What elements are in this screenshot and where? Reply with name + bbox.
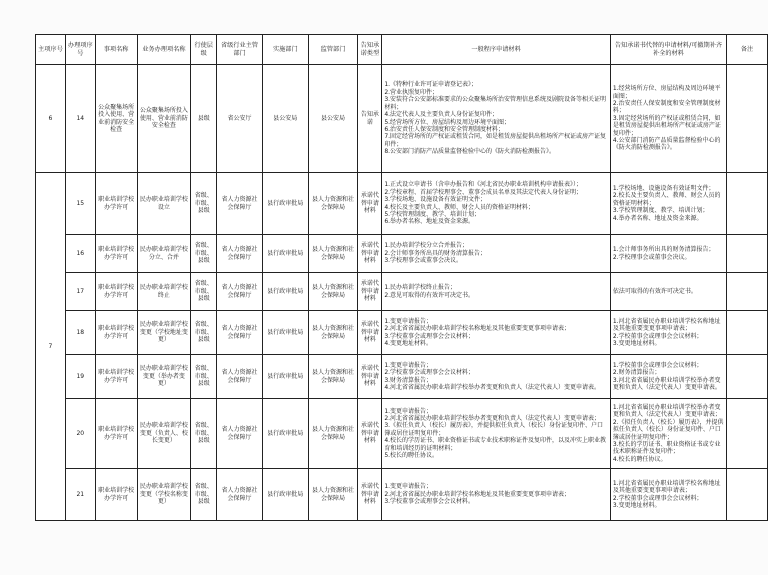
table-row <box>36 65 768 173</box>
material-line: 4.法定代表人及主要负责人身份证复印件； <box>384 111 499 119</box>
item-name-cell: 公众聚集场所投入使用、营业前消防安全检查 <box>95 65 137 173</box>
replaced-material-line: 2.校长及主要负责人、教师、财会人员的资格证明材料； <box>612 192 721 207</box>
business-name-cell: 民办职业培训学校变更（举办者变更） <box>137 355 191 399</box>
commitment-type-cell: 告知承诺 <box>358 65 382 173</box>
table-row <box>36 273 768 311</box>
replaced-material-line: 3.变更地址材料。 <box>612 501 661 509</box>
level-cell: 省级、市级、县级 <box>191 399 217 469</box>
remarks-cell <box>727 311 768 355</box>
material-line: 2.会计师事务所出具的财务清算报告； <box>384 249 487 257</box>
header-sub-id: 办理项序号 <box>65 35 95 65</box>
table-row <box>36 355 768 399</box>
item-name-cell: 职业培训学校办学许可 <box>95 355 137 399</box>
replaced-material-line: 3.学校管理制度、教学、培训计划； <box>612 207 709 215</box>
commitment-type-cell: 承诺代替申请材料 <box>358 399 382 469</box>
implementing-dept-cell: 县公安局 <box>262 65 308 173</box>
header-provincial-dept: 省级行业主管部门 <box>217 35 263 65</box>
business-name-cell: 民办职业培训学校变更（学校地址变更） <box>137 311 191 355</box>
table-row <box>36 311 768 355</box>
sub-id-cell: 20 <box>65 399 95 469</box>
replaced-material-line: 2.《拟任负责人（校长）履历表》，并提供拟任负责人（校长）身份证复印件、户口簿或居住证明复印件； <box>612 418 724 441</box>
material-line: 2.河北省省属民办职业培训学校名称地址及其他重要变更事项申请表； <box>384 325 571 333</box>
item-name-cell: 职业培训学校办学许可 <box>95 311 137 355</box>
replaced-materials-cell <box>610 273 726 311</box>
material-line: 1.《特种行业许可证申请登记表》； <box>384 81 478 89</box>
general-materials-cell <box>382 65 611 173</box>
implementing-dept-cell: 县行政审批局 <box>262 235 308 273</box>
header-commitment-type: 告知承诺类型 <box>358 35 382 65</box>
sub-id-cell: 18 <box>65 311 95 355</box>
main-id-cell: 7 <box>36 173 66 521</box>
material-line: 1.民办培训学校终止报告； <box>384 284 457 292</box>
header-implementing-dept: 实施部门 <box>262 35 308 65</box>
material-line: 3.财务清算报告； <box>384 376 433 384</box>
replaced-materials-cell <box>610 399 726 469</box>
remarks-cell <box>727 469 768 521</box>
sub-id-cell: 14 <box>65 65 95 173</box>
material-line: 3.学校场地、设施设备有效证明文件； <box>384 196 487 204</box>
implementing-dept-cell: 县行政审批局 <box>262 355 308 399</box>
general-materials-cell <box>382 469 611 521</box>
supervising-dept-cell: 县人力资源和社会保障局 <box>308 469 358 521</box>
replaced-material-line: 1.河北省省属民办职业培训学校举办者变更和负责人（法定代表人）变更申请表； <box>612 403 721 419</box>
level-cell: 省级、市级、县级 <box>191 235 217 273</box>
material-line: 1.民办培训学校分立合并报告； <box>384 242 469 250</box>
replaced-material-line: 1.学校场地、设施设备有效证明文件； <box>612 184 715 192</box>
replaced-materials-cell <box>610 311 726 355</box>
material-line: 5.学校管理制度、教学、培训计划； <box>384 210 481 218</box>
replaced-materials-cell <box>610 65 726 173</box>
material-line: 5.经营场所方位、房屋结构及周边环境平面图； <box>384 118 511 126</box>
material-line: 4.变更地址材料。 <box>384 339 433 347</box>
item-name-cell: 职业培训学校办学许可 <box>95 399 137 469</box>
replaced-material-line: 1.经营场所方位、房屋结构及周边环境平面图； <box>612 85 721 100</box>
sub-id-cell: 21 <box>65 469 95 521</box>
header-general-materials: 一般程序申请材料 <box>382 35 611 65</box>
material-line: 6.治安责任人保安制度和安全管理制度材料； <box>384 125 505 133</box>
replaced-material-line: 1.会计师事务所出具的财务清算报告； <box>612 246 715 254</box>
remarks-cell <box>727 273 768 311</box>
item-name-cell: 职业培训学校办学许可 <box>95 235 137 273</box>
provincial-dept-cell: 省人力资源社会保障厅 <box>217 355 263 399</box>
material-line: 1.正式设立申请书（含申办报告和《河北省民办职业培训机构申请报表》）； <box>384 181 583 189</box>
supervising-dept-cell: 县人力资源和社会保障局 <box>308 235 358 273</box>
level-cell: 省级、市级、县级 <box>191 469 217 521</box>
material-line: 4.校长及主要负责人、教师、财会人员的资格证明材料； <box>384 203 535 211</box>
provincial-dept-cell: 省人力资源社会保障厅 <box>217 311 263 355</box>
commitment-type-cell: 承诺代替申请材料 <box>358 355 382 399</box>
general-materials-cell <box>382 399 611 469</box>
replaced-material-line: 1.河北省省属民办职业培训学校名称地址及其他重要变更事项申请表； <box>612 479 721 495</box>
material-line: 4.河北省省属民办职业培训学校举办者变更和负责人（法定代表人）变更申请表。 <box>384 383 601 391</box>
level-cell: 省级、市级、县级 <box>191 273 217 311</box>
header-main-id: 主项序号 <box>36 35 66 65</box>
item-name-cell: 职业培训学校办学许可 <box>95 273 137 311</box>
material-line: 3.学校董事会或理事会会议材料； <box>384 332 475 340</box>
material-line: 2.河北省省属民办职业培训学校名称地址及其他重要变更事项申请表； <box>384 490 571 498</box>
commitment-type-cell: 承诺代替申请材料 <box>358 311 382 355</box>
material-line: 7.固定经营场所的产权证或租赁合同，如是租赁房屋提供出租场所产权证或房产证复印件； <box>384 133 607 148</box>
provincial-dept-cell: 省人力资源社会保障厅 <box>217 235 263 273</box>
implementing-dept-cell: 县行政审批局 <box>262 173 308 235</box>
remarks-cell <box>727 173 768 235</box>
header-level: 行使层级 <box>191 35 217 65</box>
commitment-items-table <box>35 34 768 521</box>
commitment-type-cell: 承诺代替申请材料 <box>358 173 382 235</box>
level-cell: 县级 <box>191 65 217 173</box>
replaced-materials-cell <box>610 173 726 235</box>
provincial-dept-cell: 省人力资源社会保障厅 <box>217 273 263 311</box>
implementing-dept-cell: 县行政审批局 <box>262 469 308 521</box>
remarks-cell <box>727 65 768 173</box>
replaced-material-line: 4.举办者名称、地址及资金来源。 <box>612 214 703 222</box>
table-header-row <box>36 35 768 65</box>
replaced-materials-cell <box>610 469 726 521</box>
provincial-dept-cell: 省人力资源社会保障厅 <box>217 399 263 469</box>
material-line: 3.安装符合公安部标准要求的公众聚集场所治安管理信息系统及剧院设备等相关证明材料； <box>384 96 607 111</box>
material-line: 2.学校董事会或理事会会议材料； <box>384 369 475 377</box>
business-name-cell: 公众聚集场所投入使用、营业前消防安全检查 <box>137 65 191 173</box>
header-business-name: 业务办理项名称 <box>137 35 191 65</box>
business-name-cell: 民办职业培训学校设立 <box>137 173 191 235</box>
replaced-material-line: 1.河北省省属民办职业培训学校名称地址及其他重要变更事项申请表； <box>612 317 721 333</box>
replaced-material-line: 2.学校董事会或理事会会议材料； <box>612 332 703 340</box>
remarks-cell <box>727 235 768 273</box>
commitment-type-cell: 承诺代替申请材料 <box>358 469 382 521</box>
replaced-material-line: 3.校长的学历证书、职业资格证书或专业技术职称证件及复印件； <box>612 440 721 456</box>
material-line: 3.学校董事会或理事会会议材料。 <box>384 498 475 506</box>
item-name-cell: 职业培训学校办学许可 <box>95 173 137 235</box>
general-materials-cell <box>382 311 611 355</box>
sub-id-cell: 16 <box>65 235 95 273</box>
level-cell: 省级、市级、县级 <box>191 173 217 235</box>
commitment-type-cell: 承诺代替申请材料 <box>358 273 382 311</box>
material-line: 2.意见可取得的有效许可决定书。 <box>384 291 475 299</box>
remarks-cell <box>727 399 768 469</box>
main-id-cell: 6 <box>36 65 66 173</box>
material-line: 8.公安部门消防产品质量监督检验中心的《防火消防检测报告》。 <box>384 148 556 156</box>
replaced-material-line: 4.公安部门消防产品质量监督检验中心的《防火消防检测报告》。 <box>612 137 721 152</box>
implementing-dept-cell: 县行政审批局 <box>262 273 308 311</box>
general-materials-cell <box>382 173 611 235</box>
table-row <box>36 173 768 235</box>
header-supervising-dept: 监管部门 <box>308 35 358 65</box>
business-name-cell: 民办职业培训学校变更（负责人、校长变更） <box>137 399 191 469</box>
table-row <box>36 399 768 469</box>
general-materials-cell <box>382 355 611 399</box>
replaced-material-line: 4.校长的聘任协议。 <box>612 455 667 463</box>
sub-id-cell: 15 <box>65 173 95 235</box>
material-line: 2.营业执照复印件； <box>384 88 439 96</box>
material-line: 4.校长的学历证书、职业资格证书或专业技术职称证件及复印件，以及冲实上职业教育和培训经历的证明材料； <box>384 437 607 452</box>
supervising-dept-cell: 县人力资源和社会保障局 <box>308 311 358 355</box>
material-line: 2.学校章程、首届学校理事会、董事会成员名单及其法定代表人身份证明； <box>384 188 583 196</box>
table-row <box>36 469 768 521</box>
replaced-material-line: 依法可取得的有效许可决定书。 <box>612 287 697 295</box>
provincial-dept-cell: 省公安厅 <box>217 65 263 173</box>
sub-id-cell: 17 <box>65 273 95 311</box>
replaced-material-line: 2.学校理事会或董事会决议。 <box>612 253 691 261</box>
business-name-cell: 民办职业培训学校变更（学校名称变更） <box>137 469 191 521</box>
material-line: 1.变更申请报告； <box>384 407 433 415</box>
level-cell: 省级、市级、县级 <box>191 311 217 355</box>
item-name-cell: 职业培训学校办学许可 <box>95 469 137 521</box>
implementing-dept-cell: 县行政审批局 <box>262 311 308 355</box>
header-remarks: 备注 <box>727 35 768 65</box>
material-line: 1.变更申请报告； <box>384 317 433 325</box>
supervising-dept-cell: 县人力资源和社会保障局 <box>308 173 358 235</box>
material-line: 1.变更申请报告； <box>384 483 433 491</box>
replaced-material-line: 3.河北省省属民办职业培训学校举办者变更和负责人（法定代表人）变更申请表。 <box>612 376 721 391</box>
header-replaced-materials: 告知承诺书代替的申请材料/可撤期补齐补全的材料 <box>610 35 726 65</box>
remarks-cell <box>727 355 768 399</box>
supervising-dept-cell: 县公安局 <box>308 65 358 173</box>
replaced-material-line: 3.变更地址材料。 <box>612 339 661 347</box>
general-materials-cell <box>382 235 611 273</box>
supervising-dept-cell: 县人力资源和社会保障局 <box>308 399 358 469</box>
replaced-material-line: 1.学校董事会或理事会会议材料； <box>612 361 703 369</box>
material-line: 3.《拟任负责人（校长）履历表》，并提供拟任负责人（校长）身份证复印件、户口簿或居住证明复印件； <box>384 422 604 437</box>
implementing-dept-cell: 县行政审批局 <box>262 399 308 469</box>
material-line: 1.变更申请报告； <box>384 361 433 369</box>
table-row <box>36 235 768 273</box>
general-materials-cell <box>382 273 611 311</box>
level-cell: 省级、市级、县级 <box>191 355 217 399</box>
supervising-dept-cell: 县人力资源和社会保障局 <box>308 355 358 399</box>
material-line: 5.校长的聘任协议。 <box>384 452 439 460</box>
supervising-dept-cell: 县人力资源和社会保障局 <box>308 273 358 311</box>
replaced-material-line: 2.治安责任人保安制度和安全管理制度材料； <box>612 99 721 115</box>
business-name-cell: 民办职业培训学校分立、合并 <box>137 235 191 273</box>
replaced-materials-cell <box>610 355 726 399</box>
replaced-materials-cell <box>610 235 726 273</box>
commitment-type-cell: 承诺代替申请材料 <box>358 235 382 273</box>
header-item-name: 事项名称 <box>95 35 137 65</box>
replaced-material-line: 2.财务清算报告； <box>612 369 661 377</box>
material-line: 3.学校理事会或董事会决议。 <box>384 257 463 265</box>
material-line: 6.举办者名称、地址及资金来源。 <box>384 218 475 226</box>
replaced-material-line: 3.固定经营场所的产权证或租赁合同，如是租赁房屋提供出租场所产权证或房产证复印件； <box>612 114 721 137</box>
business-name-cell: 民办职业培训学校终止 <box>137 273 191 311</box>
replaced-material-line: 2.学校董事会或理事会会议材料； <box>612 494 703 502</box>
sub-id-cell: 19 <box>65 355 95 399</box>
provincial-dept-cell: 省人力资源社会保障厅 <box>217 173 263 235</box>
material-line: 2.河北省省属民办职业培训学校举办者变更和负责人（法定代表人）变更申请表； <box>384 414 601 422</box>
provincial-dept-cell: 省人力资源社会保障厅 <box>217 469 263 521</box>
